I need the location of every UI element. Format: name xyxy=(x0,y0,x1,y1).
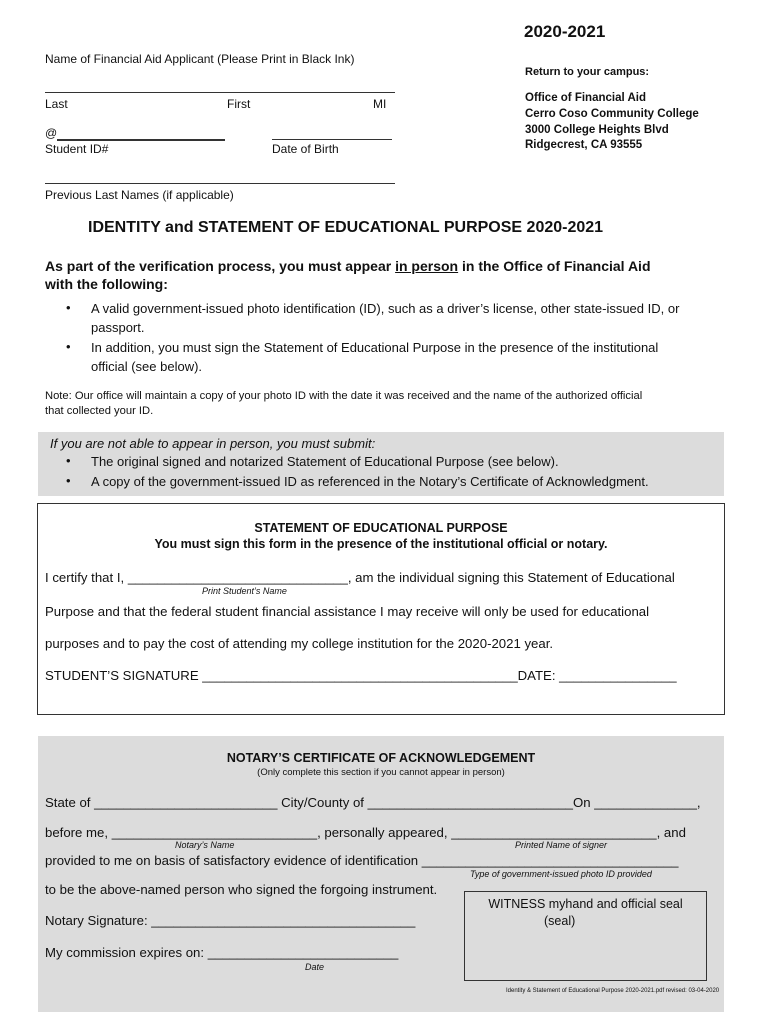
bullet-icon: • xyxy=(66,339,71,354)
note-line-2: that collected your ID. xyxy=(45,405,154,417)
statement-line-3: purposes and to pay the cost of attending my college institution for the 2020-2021 year. xyxy=(45,636,554,651)
statement-title: STATEMENT OF EDUCATIONAL PURPOSE xyxy=(254,521,508,535)
printed-name-caption: Printed Name of signer xyxy=(515,840,608,850)
print-name-caption: Print Student’s Name xyxy=(202,586,287,596)
street-address: 3000 College Heights Blvd xyxy=(525,124,669,136)
submit-id-copy: A copy of the government-issued ID as referenced in the Notary’s Certificate of Acknowledgment. xyxy=(91,474,649,489)
not-in-person-heading: If you are not able to appear in person, you must submit: xyxy=(50,436,376,451)
applicant-name-label: Name of Financial Aid Applicant (Please Print in Black Ink) xyxy=(45,52,355,66)
first-name-label: First xyxy=(227,97,251,111)
state-county-line[interactable]: State of _________________________ City/County of ____________________________On ______________, xyxy=(45,795,701,810)
before-me-line[interactable]: before me, ____________________________, personally appeared, ____________________________, and xyxy=(45,825,686,840)
dob-line[interactable] xyxy=(272,139,392,140)
bullet-icon: • xyxy=(66,473,71,488)
commission-expires-line[interactable]: My commission expires on: __________________________ xyxy=(45,945,399,960)
notary-name-caption: Notary’s Name xyxy=(175,840,235,850)
bullet-icon: • xyxy=(66,300,71,315)
last-name-label: Last xyxy=(45,97,68,111)
page-title: IDENTITY and STATEMENT OF EDUCATIONAL PURPOSE 2020-2021 xyxy=(88,219,604,236)
at-sign: @ xyxy=(45,126,58,140)
notary-title: NOTARY’S CERTIFICATE OF ACKNOWLEDGEMENT xyxy=(226,751,536,765)
notary-signature-line[interactable]: Notary Signature: ____________________________________ xyxy=(45,913,416,928)
certify-line[interactable]: I certify that I, ______________________________, am the individual signing this Statement of Educational xyxy=(45,570,675,585)
student-signature-line[interactable]: STUDENT’S SIGNATURE ___________________________________________DATE: ________________ xyxy=(45,668,677,683)
student-id-label: Student ID# xyxy=(45,142,109,156)
footer-revision: Identity & Statement of Educational Purpose 2020-2021.pdf revised: 03-04-2020 xyxy=(506,988,720,994)
verification-intro-line2: with the following: xyxy=(45,276,168,292)
evidence-line[interactable]: provided to me on basis of satisfactory evidence of identification ___________________________________ xyxy=(45,853,679,868)
requirement-photo-id: A valid government-issued photo identification (ID), such as a driver’s license, other state-issued ID, or xyxy=(91,301,680,316)
in-person-emphasis: in person xyxy=(395,258,459,274)
notary-subtitle: (Only complete this section if you cannot appear in person) xyxy=(257,767,505,778)
office-name: Office of Financial Aid xyxy=(525,92,646,104)
bullet-icon: • xyxy=(66,453,71,468)
previous-names-label: Previous Last Names (if applicable) xyxy=(45,188,234,202)
mi-label: MI xyxy=(373,97,387,111)
return-campus-label: Return to your campus: xyxy=(525,66,650,78)
statement-line-2: Purpose and that the federal student financial assistance I may receive will only be used for educational xyxy=(45,604,650,619)
dob-label: Date of Birth xyxy=(272,142,339,156)
note-line-1: Note: Our office will maintain a copy of your photo ID with the date it was received and the name of the authorized official xyxy=(45,390,643,402)
witness-text: WITNESS myhand and official seal xyxy=(488,897,683,911)
verification-intro: As part of the verification process, you must appear in person in the Office of Financial Aid xyxy=(45,258,651,274)
requirement-sign-statement: In addition, you must sign the Statement of Educational Purpose in the presence of the institutional xyxy=(91,340,659,355)
student-id-line[interactable] xyxy=(57,139,225,141)
city-address: Ridgecrest, CA 93555 xyxy=(525,139,643,151)
college-name: Cerro Coso Community College xyxy=(525,108,699,120)
id-type-caption: Type of government-issued photo ID provided xyxy=(470,869,652,879)
name-line[interactable] xyxy=(45,92,395,93)
statement-subtitle: You must sign this form in the presence of the institutional official or notary. xyxy=(154,537,608,551)
submit-notarized-statement: The original signed and notarized Statement of Educational Purpose (see below). xyxy=(91,454,559,469)
above-named-line: to be the above-named person who signed the forgoing instrument. xyxy=(45,882,438,897)
date-caption: Date xyxy=(305,962,325,972)
requirement-photo-id-cont: passport. xyxy=(91,320,145,335)
seal-label: (seal) xyxy=(544,914,576,928)
requirement-sign-statement-cont: official (see below). xyxy=(91,359,203,374)
form-year: 2020-2021 xyxy=(524,22,606,41)
previous-names-line[interactable] xyxy=(45,183,395,184)
